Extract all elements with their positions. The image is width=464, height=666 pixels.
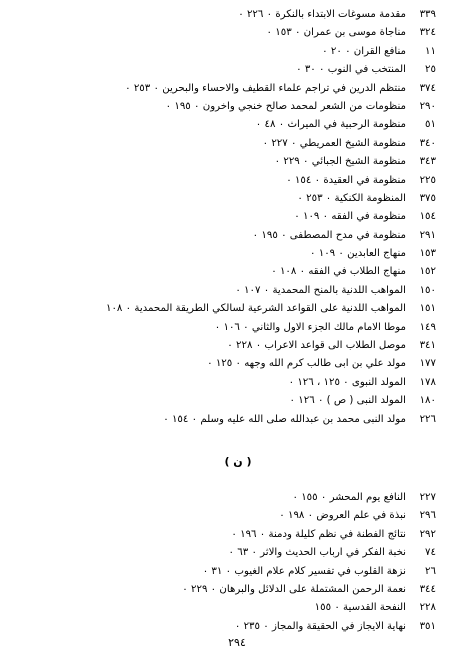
entry-title: موطا الامام مالك الجزء الاول والثاني ٠ ١٠٦ ٠ bbox=[214, 321, 406, 333]
index-entry bbox=[20, 116, 436, 134]
entry-title: منهاج الطلاب في الفقه ٠ ١٠٨ ٠ bbox=[271, 266, 406, 278]
section-heading: ( ن ) bbox=[224, 454, 252, 468]
index-entry bbox=[20, 6, 436, 24]
entry-number: ٢٩١ bbox=[419, 229, 436, 241]
index-list-noon bbox=[20, 489, 436, 636]
entry-number: ٢٩٠ bbox=[419, 100, 436, 112]
index-entry bbox=[20, 507, 436, 525]
index-entry bbox=[20, 135, 436, 153]
entry-title: مولد النبى محمد بن عبدالله صلى الله عليه وسلم ٠ ١٥٤ ٠ bbox=[163, 413, 406, 425]
entry-title: منظومة في مدح المصطفى ٠ ١٩٥ ٠ bbox=[252, 229, 406, 241]
entry-number: ١٥٢ bbox=[419, 266, 436, 278]
entry-number: ١٧٨ bbox=[419, 376, 436, 388]
entry-number: ١٧٧ bbox=[419, 358, 436, 370]
entry-title: منظومة في الفقه ٠ ١٠٩ ٠ bbox=[294, 211, 406, 223]
entry-number: ١٥٠ bbox=[419, 284, 436, 296]
entry-title: المولد النبوى ٠ ١٢٥ ، ١٢٦ ٠ bbox=[288, 376, 406, 388]
index-entry bbox=[20, 172, 436, 190]
index-entry bbox=[20, 392, 436, 410]
entry-title: نعمة الرحمن المشتملة على الدلائل والبرهان ٠ ٢٢٩ ٠ bbox=[182, 583, 406, 595]
index-entry bbox=[20, 526, 436, 544]
index-entry bbox=[20, 355, 436, 373]
entry-title: النافع يوم المحشر ٠ ١٥٥ ٠ bbox=[292, 491, 406, 503]
index-entry bbox=[20, 374, 436, 392]
entry-number: ٢٩٦ bbox=[419, 510, 436, 522]
entry-title: منظومة الرحبية في الميراث ٠ ٤٨ ٠ bbox=[255, 119, 406, 131]
entry-number: ٣٧٥ bbox=[419, 192, 436, 204]
entry-title: نبذة في علم العروض ٠ ١٩٨ ٠ bbox=[279, 510, 406, 522]
index-entry bbox=[20, 61, 436, 79]
entry-title: منظومة الشيخ العمريطي ٠ ٢٢٧ ٠ bbox=[262, 137, 406, 149]
entry-title: منظومات من الشعر لمحمد صالح خنجي واخرون ٠ ١٩٥ ٠ bbox=[165, 100, 406, 112]
index-entry bbox=[20, 599, 436, 617]
entry-number: ٣٤٤ bbox=[419, 583, 436, 595]
entry-title: نهاية الايجاز في الحقيقة والمجاز ٠ ٢٣٥ ٠ bbox=[234, 620, 406, 632]
entry-number: ٢٢٥ bbox=[419, 174, 436, 186]
entry-number: ٣٤٣ bbox=[419, 156, 436, 168]
entry-number: ١٥١ bbox=[419, 303, 436, 315]
entry-number: ٧٤ bbox=[425, 547, 436, 559]
index-entry bbox=[20, 581, 436, 599]
entry-number: ٣٧٤ bbox=[419, 82, 436, 94]
index-list-meem bbox=[20, 6, 436, 429]
index-entry bbox=[20, 263, 436, 281]
entry-number: ٢٢٨ bbox=[419, 602, 436, 614]
index-entry bbox=[20, 208, 436, 226]
entry-title: منتظم الدرين في تراجم علماء القطيف والاحساء والبحرين ٠ ٢٥٣ ٠ bbox=[125, 82, 406, 94]
entry-title: منافع القران ٠ ٢٠ ٠ bbox=[322, 45, 406, 57]
index-entry bbox=[20, 153, 436, 171]
index-entry bbox=[20, 80, 436, 98]
entry-title: نخبة الفكر في ارباب الحديث والاثر ٠ ٦٣ ٠ bbox=[228, 547, 406, 559]
entry-title: المولد النبى ( ص ) ٠ ١٢٦ ٠ bbox=[289, 395, 406, 407]
index-entry bbox=[20, 282, 436, 300]
entry-title: مناجاة موسى بن عمران ٠ ١٥٣ ٠ bbox=[266, 27, 406, 39]
entry-number: ١٥٣ bbox=[419, 248, 436, 260]
index-entry bbox=[20, 245, 436, 263]
index-entry bbox=[20, 300, 436, 318]
index-entry bbox=[20, 98, 436, 116]
index-entry bbox=[20, 190, 436, 208]
index-entry bbox=[20, 563, 436, 581]
index-entry bbox=[20, 618, 436, 636]
index-entry bbox=[20, 544, 436, 562]
index-entry bbox=[20, 319, 436, 337]
entry-title: مقدمة مسوغات الابتداء بالنكرة ٠ ٢٢٦ ٠ bbox=[238, 9, 406, 20]
page-number: ٢٩٤ bbox=[228, 636, 246, 649]
index-entry bbox=[20, 489, 436, 507]
entry-number: ٢٩٢ bbox=[419, 528, 436, 540]
entry-title: المواهب اللدنية على القواعد الشرعية لسالكي الطريقة المحمدية ٠ ١٠٨ bbox=[105, 303, 406, 315]
entry-number: ٢٦ bbox=[425, 565, 436, 577]
index-entry bbox=[20, 24, 436, 42]
index-page bbox=[20, 6, 436, 666]
entry-number: ٣٢٤ bbox=[419, 27, 436, 39]
index-entry bbox=[20, 227, 436, 245]
entry-title: منهاج العابدين ٠ ١٠٩ ٠ bbox=[309, 248, 406, 260]
index-entry bbox=[20, 411, 436, 429]
entry-number: ٣٣٩ bbox=[419, 9, 436, 20]
entry-title: موصل الطلاب الى قواعد الاعراب ٠ ٢٢٨ ٠ bbox=[227, 340, 406, 352]
index-entry bbox=[20, 337, 436, 355]
entry-title: مولد علي بن ابى طالب كرم الله وجهه ٠ ١٢٥ ٠ bbox=[207, 358, 406, 370]
entry-number: ٢٥ bbox=[425, 64, 436, 76]
entry-title: المنظومة الكنكية ٠ ٢٥٣ ٠ bbox=[297, 192, 406, 204]
entry-title: منظومة الشيخ الجبائي ٠ ٢٢٩ ٠ bbox=[274, 156, 406, 168]
entry-title: نزهة القلوب في تفسير كلام علام الغيوب ٠ ٣١ ٠ bbox=[202, 565, 406, 577]
entry-number: ٣٥١ bbox=[419, 620, 436, 632]
entry-title: نتائج الفطنة في نظم كليلة ودمنة ٠ ١٩٦ ٠ bbox=[231, 528, 406, 540]
entry-number: ١٤٩ bbox=[419, 321, 436, 333]
entry-number: ٢٢٦ bbox=[419, 413, 436, 425]
entry-number: ٥١ bbox=[425, 119, 436, 131]
entry-title: منظومة في العقيدة ٠ ١٥٤ ٠ bbox=[286, 174, 406, 186]
entry-number: ١٥٤ bbox=[419, 211, 436, 223]
entry-number: ٣٤١ bbox=[419, 340, 436, 352]
entry-title: النفحة القدسية ٠ ١٥٥ bbox=[314, 602, 406, 614]
entry-number: ١٨٠ bbox=[419, 395, 436, 407]
index-entry bbox=[20, 43, 436, 61]
entry-title: المنتخب في النوب ٠ ٣٠ ٠ bbox=[296, 64, 406, 76]
entry-number: ٣٤٠ bbox=[419, 137, 436, 149]
entry-number: ٢٢٧ bbox=[419, 491, 436, 503]
entry-title: المواهب اللدنية بالمنح المحمدية ٠ ١٠٧ ٠ bbox=[235, 284, 406, 296]
entry-number: ١١ bbox=[425, 45, 436, 57]
